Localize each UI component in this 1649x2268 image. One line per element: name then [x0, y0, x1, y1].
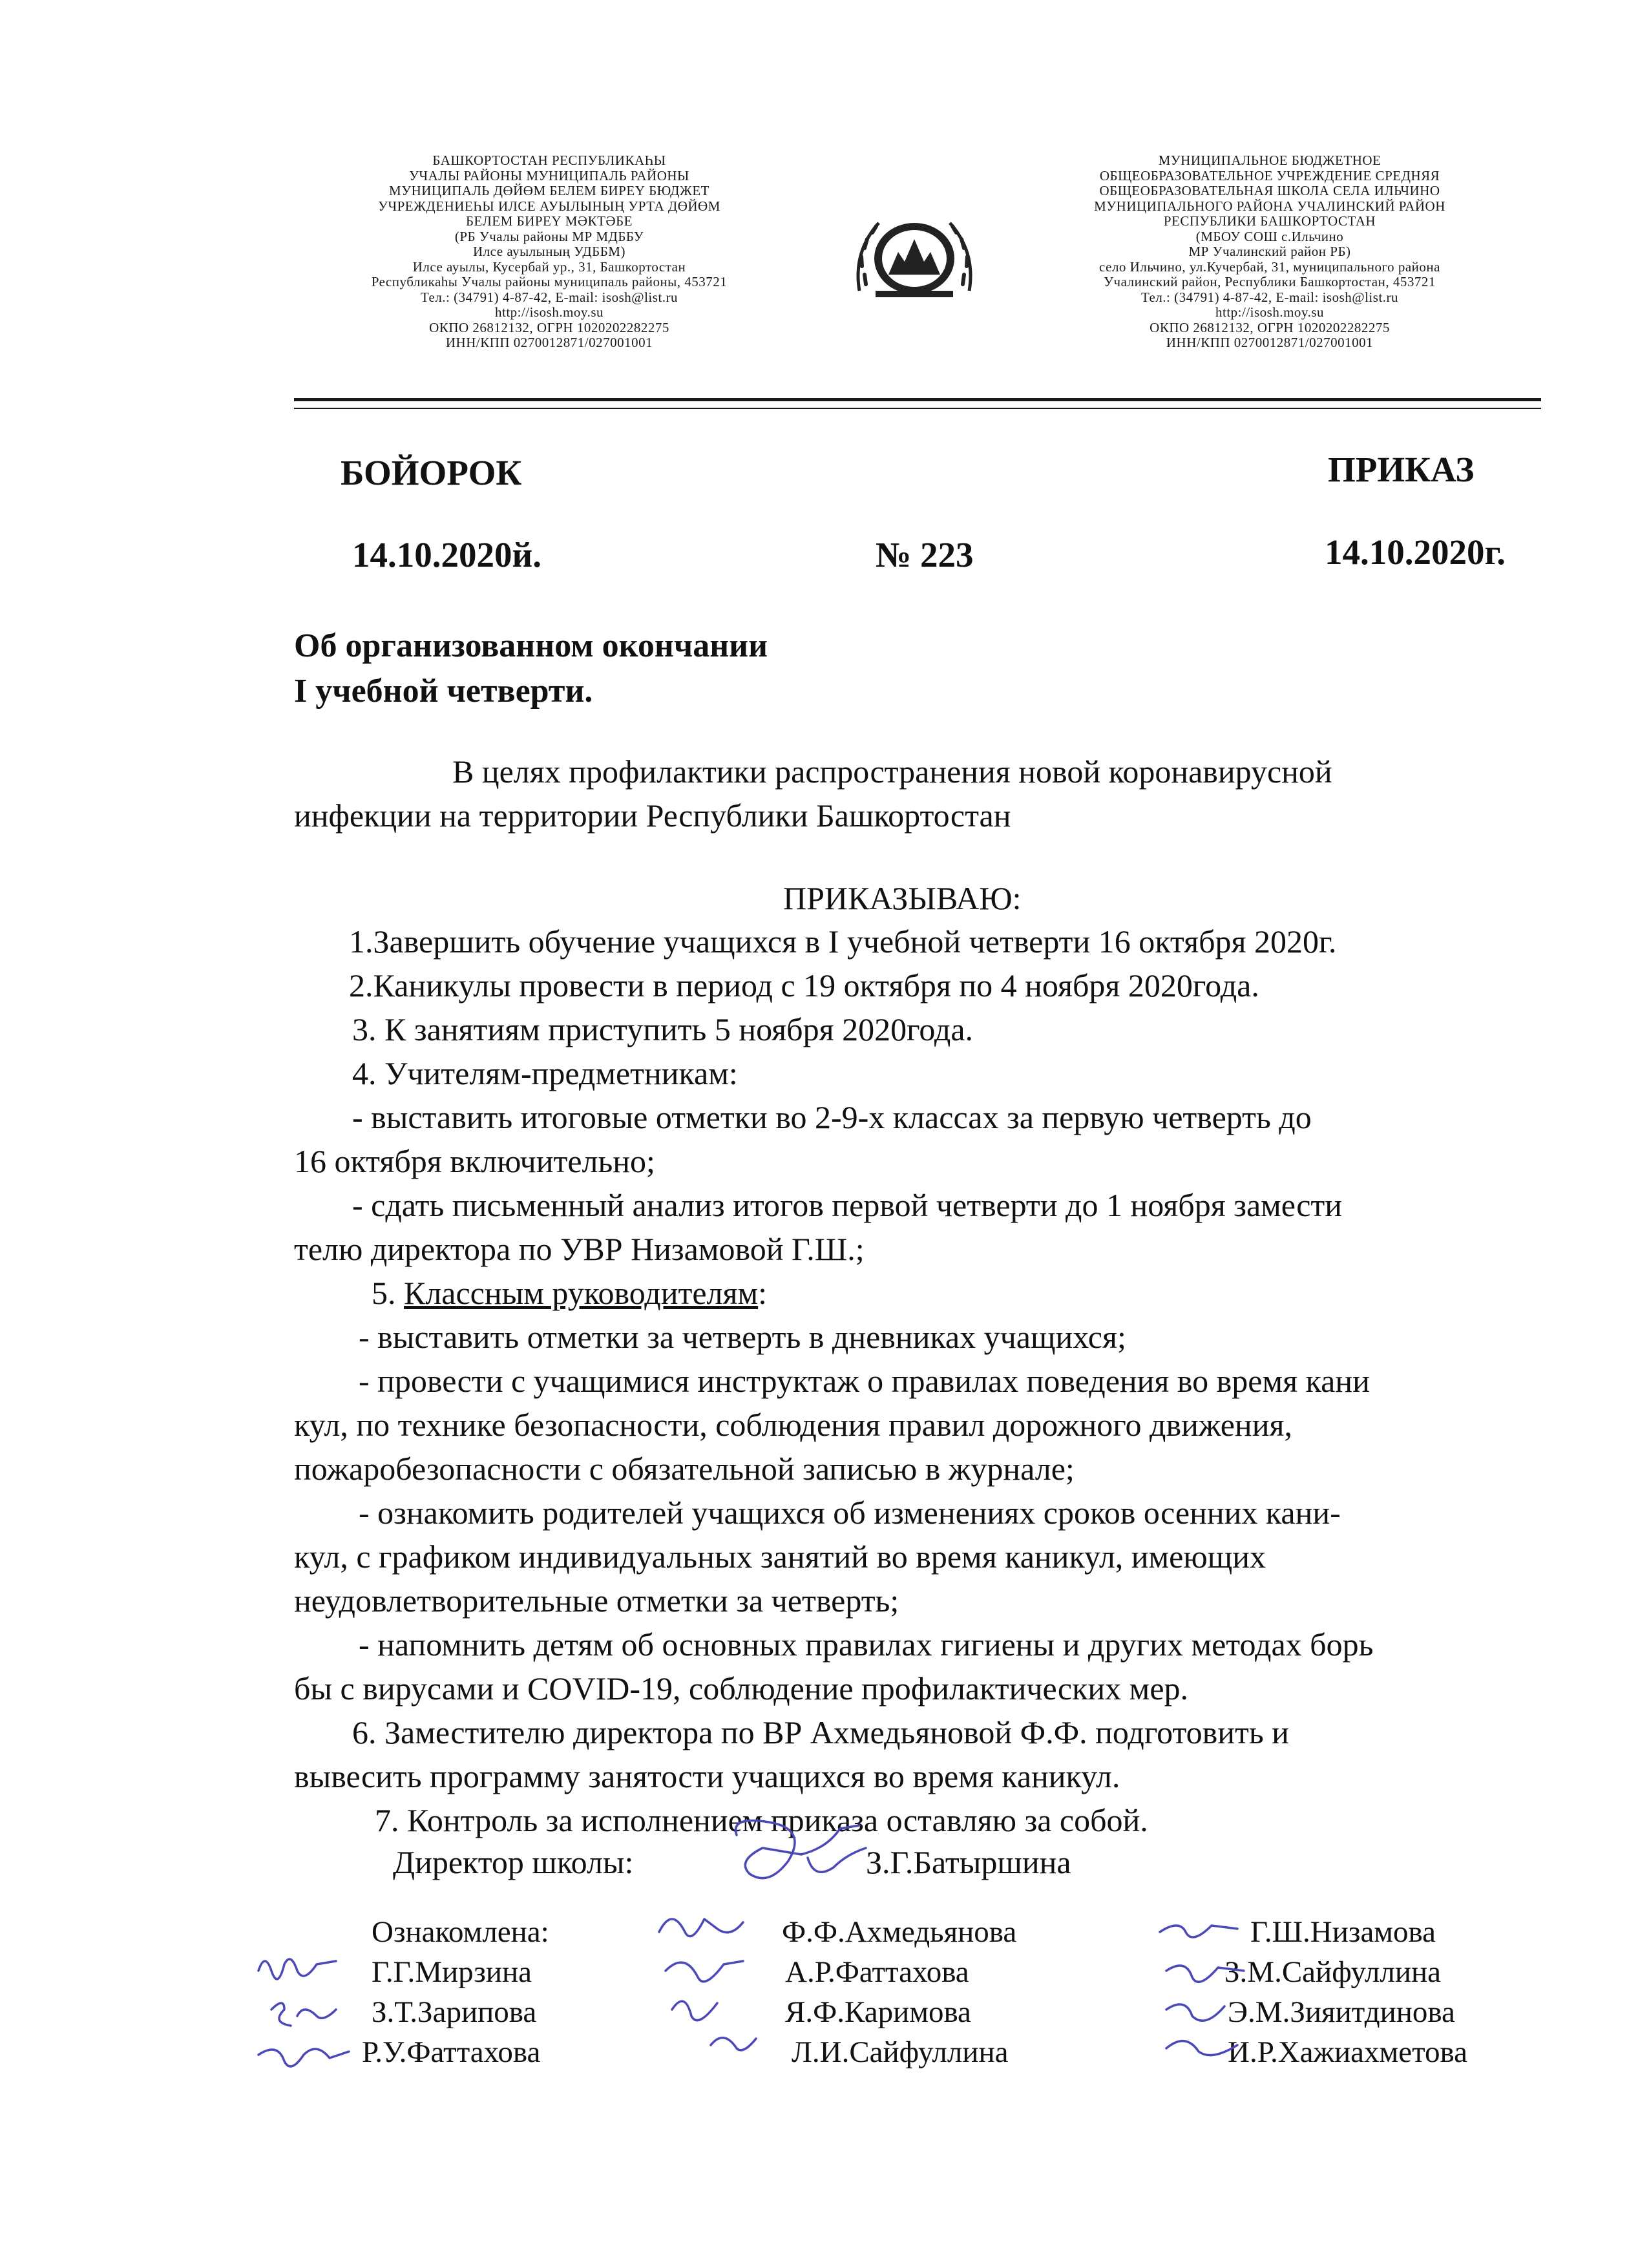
header-right-line: ОКПО 26812132, ОГРН 1020202282275	[1150, 319, 1390, 335]
item-5-sub-2-cont: кул, по технике безопасности, соблюдения правил дорожного движения,	[294, 1407, 1292, 1443]
acquainted-name: Э.М.Зияитдинова	[1228, 1995, 1455, 2029]
subject-line-2: I учебной четверти.	[294, 673, 593, 709]
header-left-line: ОКПО 26812132, ОГРН 1020202282275	[429, 319, 669, 335]
header-left-line: Тел.: (34791) 4-87-42, E-mail: isosh@list.ru	[420, 289, 678, 305]
header-left-line: УЧРЕЖДЕНИЕҺЫ ИЛСЕ АУЫЛЫНЫҢ УРТА ДӨЙӨМ	[378, 198, 720, 214]
header-left-line: УЧАЛЫ РАЙОНЫ МУНИЦИПАЛЬ РАЙОНЫ	[409, 167, 689, 184]
item-5-sub-4-cont: бы с вирусами и COVID-19, соблюдение профилактических мер.	[294, 1670, 1189, 1706]
item-5-heading: Классным руководителям	[404, 1275, 759, 1311]
order-number: № 223	[876, 535, 974, 574]
header-left-line: БАШКОРТОСТАН РЕСПУБЛИКАҺЫ	[432, 152, 666, 168]
item-7: 7. Контроль за исполнением приказа оставляю за собой.	[375, 1802, 1148, 1838]
item-1: 1.Завершить обучение учащихся в I учебной четверти 16 октября 2020г.	[349, 923, 1337, 960]
item-2: 2.Каникулы провести в период с 19 октября по 4 ноября 2020года.	[349, 967, 1259, 1003]
item-6-cont: вывесить программу занятости учащихся во время каникул.	[294, 1758, 1120, 1794]
subject-line-1: Об организованном окончании	[294, 627, 768, 664]
director-signature-icon	[711, 1809, 892, 1913]
item-5-sub-3-cont: неудовлетворительные отметки за четверть;	[294, 1582, 899, 1619]
header-right-line: ИНН/КПП 0270012871/027001001	[1166, 335, 1374, 350]
header-left-line: (РБ Учалы районы МР МДББУ	[454, 228, 644, 244]
signature-icon	[646, 1900, 769, 2061]
item-4-sub-1: - выставить итоговые отметки во 2-9-х классах за первую четверть до	[352, 1099, 1312, 1135]
item-4-sub-2-cont: телю директора по УВР Низамовой Г.Ш.;	[294, 1231, 865, 1267]
acquainted-name: Я.Ф.Каримова	[785, 1995, 971, 2029]
signature-icon	[1147, 1906, 1263, 2068]
acquainted-name: И.Р.Хажиахметова	[1228, 2035, 1467, 2069]
acquainted-name: Л.И.Сайфуллина	[792, 2035, 1009, 2069]
acquainted-name: А.Р.Фаттахова	[785, 1955, 969, 1989]
header-divider-thin	[294, 408, 1541, 409]
date-right: 14.10.2020г.	[1325, 532, 1506, 572]
item-5-sub-3-cont: кул, с графиком индивидуальных занятий во время каникул, имеющих	[294, 1538, 1266, 1575]
header-right-line: Тел.: (34791) 4-87-42, E-mail: isosh@list.ru	[1140, 289, 1399, 305]
item-5-sub-1: - выставить отметки за четверть в дневниках учащихся;	[359, 1319, 1126, 1355]
order-word: ПРИКАЗЫВАЮ:	[783, 880, 1022, 916]
header-left-line: Республикаһы Учалы районы муниципаль районы, 453721	[371, 274, 728, 289]
header-left-line: Илсе ауылының УДББМ)	[473, 244, 625, 259]
acquainted-name: З.Т.Зарипова	[372, 1995, 537, 2029]
preamble-line-2: инфекции на территории Республики Башкортостан	[294, 797, 1011, 834]
item-5-sub-4: - напомнить детям об основных правилах гигиены и других методах борь	[359, 1626, 1374, 1663]
header-left-line: http://isosh.moy.su	[495, 304, 604, 320]
signature-icon	[246, 1945, 362, 2087]
director-label: Директор школы:	[393, 1844, 634, 1880]
header-right-line: МУНИЦИПАЛЬНОГО РАЙОНА УЧАЛИНСКИЙ РАЙОН	[1094, 198, 1445, 214]
header-divider	[294, 398, 1541, 401]
item-5	[372, 1272, 767, 1314]
header-right-line: МР Учалинский район РБ)	[1188, 244, 1351, 259]
date-left: 14.10.2020й.	[352, 535, 541, 574]
header-right-line: село Ильчино, ул.Кучербай, 31, муниципального района	[1099, 258, 1440, 275]
header-right-line: (МБОУ СОШ с.Ильчино	[1195, 228, 1344, 244]
preamble-line-1: В целях профилактики распространения новой коронавирусной	[452, 753, 1332, 790]
title-bashkir: БОЙОРОК	[341, 453, 522, 492]
header-right-line: ОБЩЕОБРАЗОВАТЕЛЬНАЯ ШКОЛА СЕЛА ИЛЬЧИНО	[1099, 183, 1440, 198]
acquainted-name: Ф.Ф.Ахмедьянова	[782, 1915, 1017, 1949]
header-right-line: Учалинский район, Республики Башкортостан, 453721	[1104, 274, 1436, 289]
item-5-sub-2-cont: пожаробезопасности с обязательной записью в журнале;	[294, 1451, 1075, 1487]
header-right-line: ОБЩЕОБРАЗОВАТЕЛЬНОЕ УЧРЕЖДЕНИЕ СРЕДНЯЯ	[1099, 167, 1440, 184]
acquainted-name: З.М.Сайфуллина	[1224, 1955, 1441, 1989]
item-4-sub-2: - сдать письменный анализ итогов первой четверти до 1 ноября замести	[352, 1187, 1343, 1223]
header-left-line: БЕЛЕМ БИРЕҮ МӘКТӘБЕ	[466, 213, 633, 229]
acquainted-label: Ознакомлена:	[372, 1915, 549, 1949]
item-5-colon: :	[758, 1275, 768, 1311]
acquainted-name: Г.Ш.Низамова	[1250, 1915, 1436, 1949]
header-left-line: ИНН/КПП 0270012871/027001001	[445, 335, 653, 350]
emblem-icon	[840, 194, 989, 310]
header-right-line: МУНИЦИПАЛЬНОЕ БЮДЖЕТНОЕ	[1158, 152, 1381, 168]
header-left-line: МУНИЦИПАЛЬ ДӨЙӨМ БЕЛЕМ БИРЕҮ БЮДЖЕТ	[389, 183, 709, 198]
item-3: 3. К занятиям приступить 5 ноября 2020года.	[352, 1011, 974, 1047]
header-left-block	[278, 153, 821, 351]
item-5-sub-2: - провести с учащимися инструктаж о правилах поведения во время кани	[359, 1363, 1370, 1399]
title-russian: ПРИКАЗ	[1328, 450, 1475, 489]
item-6: 6. Заместителю директора по ВР Ахмедьяновой Ф.Ф. подготовить и	[352, 1714, 1289, 1750]
acquainted-name: Г.Г.Мирзина	[372, 1955, 532, 1989]
item-4: 4. Учителям-предметникам:	[352, 1055, 738, 1091]
header-right-line: РЕСПУБЛИКИ БАШКОРТОСТАН	[1163, 213, 1376, 229]
item-5-sub-3: - ознакомить родителей учащихся об изменениях сроков осенних кани-	[359, 1495, 1341, 1531]
item-4-sub-1-cont: 16 октября включительно;	[294, 1143, 655, 1179]
acquainted-name: Р.У.Фаттахова	[362, 2035, 541, 2069]
header-right-line: http://isosh.moy.su	[1215, 304, 1324, 320]
director-name: З.Г.Батыршина	[866, 1844, 1071, 1880]
header-right-block	[998, 153, 1541, 351]
header-left-line: Илсе ауылы, Кусербай ур., 31, Башкортостан	[412, 258, 686, 275]
item-5-number: 5.	[372, 1275, 404, 1311]
